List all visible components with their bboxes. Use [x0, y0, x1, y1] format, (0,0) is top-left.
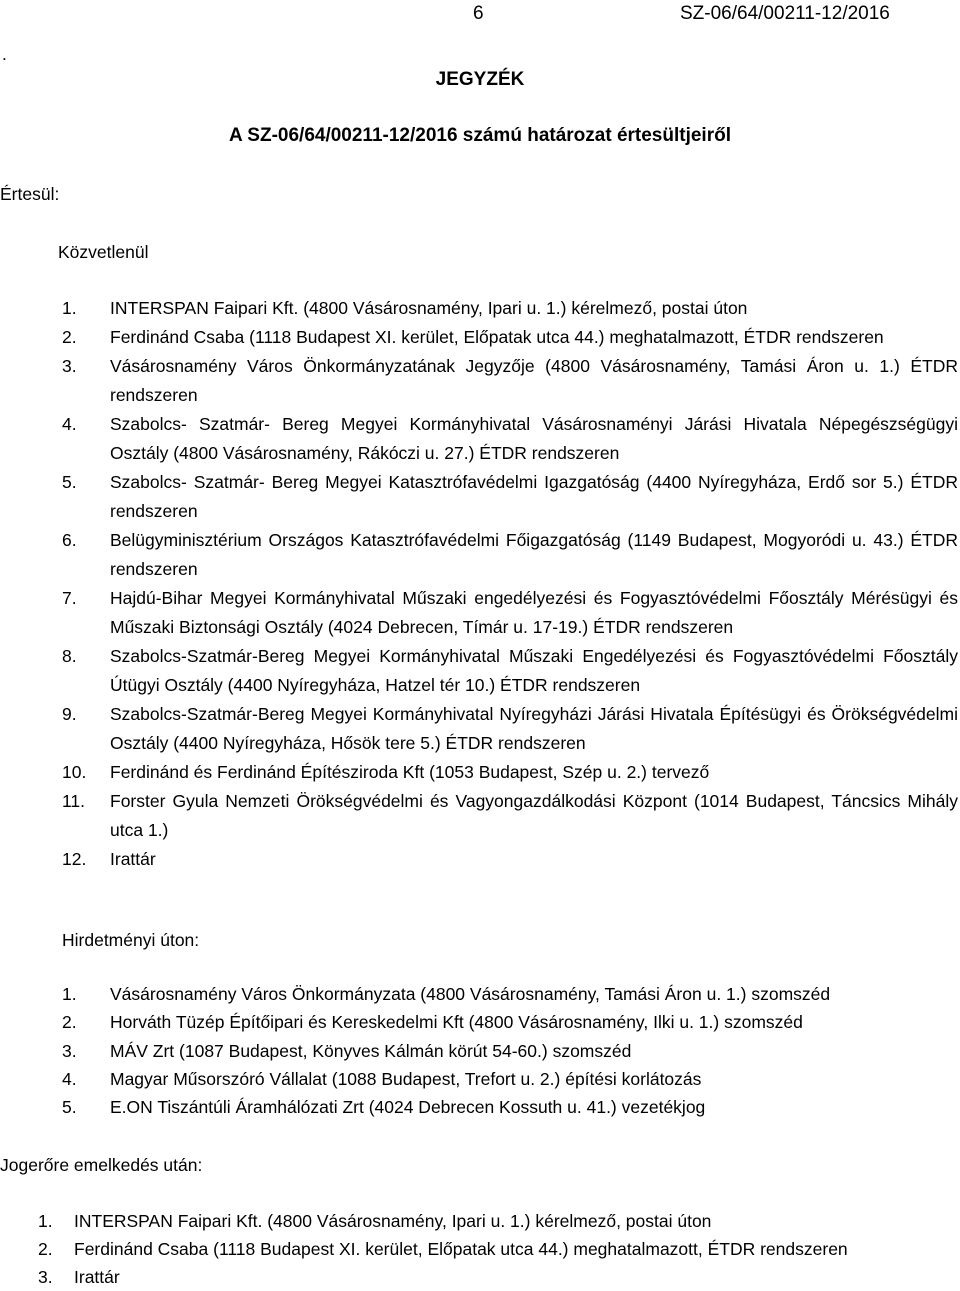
- item-number: 5.: [62, 472, 77, 492]
- list-item: [62, 758, 958, 787]
- item-number: 3.: [38, 1267, 53, 1287]
- item-number: 11.: [62, 791, 86, 811]
- recipients-label: Értesül:: [0, 184, 60, 204]
- item-number: 1.: [62, 298, 77, 318]
- item-number: 1.: [62, 984, 77, 1004]
- item-number: 4.: [62, 1068, 77, 1089]
- item-text: Hajdú-Bihar Megyei Kormányhivatal Műszaki engedélyezési és Fogyasztóvédelmi Főosztály Mérésügyi és Műszaki Biztonsági Osztály (4024 Debrecen, Tímár u. 17-19.) ÉTDR rendszeren: [110, 588, 958, 637]
- document-id: SZ-06/64/00211-12/2016: [680, 3, 890, 24]
- item-number: 10.: [62, 762, 87, 782]
- list-item: [62, 1037, 958, 1065]
- item-text: Szabolcs-Szatmár-Bereg Megyei Kormányhivatal Nyíregyházi Járási Hivatala Építésügyi és Örökségvédelmi Osztály (4400 Nyíregyháza, Hősök tere 5.) ÉTDR rendszeren: [110, 704, 958, 753]
- item-number: 9.: [62, 704, 77, 724]
- list-item: [62, 700, 958, 758]
- notice-section-label: Hirdetményi úton:: [62, 930, 200, 950]
- item-number: 6.: [62, 530, 77, 550]
- list-item: [62, 410, 958, 468]
- item-text: Magyar Műsorszóró Vállalat (1088 Budapest, Trefort u. 2.) építési korlátozás: [110, 1068, 702, 1089]
- item-text: Ferdinánd Csaba (1118 Budapest XI. kerület, Előpatak utca 44.) meghatalmazott, ÉTDR rendszeren: [110, 327, 884, 347]
- item-number: 3.: [62, 356, 77, 376]
- list-item: [62, 352, 958, 410]
- notice-recipient-list: [62, 980, 958, 1121]
- item-text: E.ON Tiszántúli Áramhálózati Zrt (4024 Debrecen Kossuth u. 41.) vezetékjog: [110, 1097, 706, 1118]
- item-number: 2.: [38, 1239, 53, 1259]
- item-text: Szabolcs- Szatmár- Bereg Megyei Kormányhivatal Vásárosnaményi Járási Hivatala Népegészségügyi Osztály (4800 Vásárosnamény, Rákóczi u. 27.) ÉTDR rendszeren: [110, 414, 958, 463]
- list-item: [62, 845, 958, 874]
- document-subtitle: A SZ-06/64/00211-12/2016 számú határozat értesültjeiről: [229, 125, 731, 146]
- list-item: [62, 642, 958, 700]
- item-text: Ferdinánd és Ferdinánd Építésziroda Kft (1053 Budapest, Szép u. 2.) tervező: [110, 762, 710, 782]
- direct-section-label: Közvetlenül: [58, 242, 149, 262]
- direct-recipient-list: [62, 294, 958, 874]
- list-item: [62, 584, 958, 642]
- item-text: MÁV Zrt (1087 Budapest, Könyves Kálmán körút 54-60.) szomszéd: [110, 1040, 632, 1061]
- list-item: [38, 1235, 958, 1263]
- list-item: [62, 1093, 958, 1121]
- item-text: Irattár: [74, 1267, 120, 1287]
- stray-mark: .: [2, 44, 7, 64]
- item-number: 4.: [62, 414, 77, 434]
- item-text: Ferdinánd Csaba (1118 Budapest XI. kerület, Előpatak utca 44.) meghatalmazott, ÉTDR rendszeren: [74, 1239, 848, 1259]
- list-item: [62, 1008, 958, 1036]
- item-number: 2.: [62, 327, 77, 347]
- item-text: INTERSPAN Faipari Kft. (4800 Vásárosnamény, Ipari u. 1.) kérelmező, postai úton: [74, 1211, 712, 1231]
- list-item: [62, 526, 958, 584]
- document-title: JEGYZÉK: [435, 69, 525, 90]
- final-recipient-list: [38, 1207, 958, 1291]
- item-number: 8.: [62, 646, 77, 666]
- item-text: Horváth Tüzép Építőipari és Kereskedelmi Kft (4800 Vásárosnamény, Ilki u. 1.) szomszéd: [110, 1012, 803, 1033]
- item-text: INTERSPAN Faipari Kft. (4800 Vásárosnamény, Ipari u. 1.) kérelmező, postai úton: [110, 298, 748, 318]
- list-item: [38, 1263, 958, 1291]
- item-number: 5.: [62, 1097, 77, 1118]
- list-item: [62, 294, 958, 323]
- list-item: [62, 1065, 958, 1093]
- list-item: [62, 787, 958, 845]
- list-item: [62, 323, 958, 352]
- final-section-label: Jogerőre emelkedés után:: [0, 1155, 203, 1175]
- item-number: 12.: [62, 849, 87, 869]
- item-number: 3.: [62, 1040, 77, 1061]
- list-item: [62, 980, 958, 1008]
- item-number: 7.: [62, 588, 77, 608]
- item-text: Irattár: [110, 849, 156, 869]
- page-number: 6: [473, 3, 484, 24]
- item-text: Vásárosnamény Város Önkormányzata (4800 Vásárosnamény, Tamási Áron u. 1.) szomszéd: [110, 984, 831, 1004]
- item-text: Szabolcs- Szatmár- Bereg Megyei Katasztrófavédelmi Igazgatóság (4400 Nyíregyháza, Erdő sor 5.) ÉTDR rendszeren: [110, 472, 958, 521]
- list-item: [38, 1207, 958, 1235]
- item-text: Vásárosnamény Város Önkormányzatának Jegyzője (4800 Vásárosnamény, Tamási Áron u. 1.) ÉTDR rendszeren: [110, 356, 958, 405]
- item-text: Szabolcs-Szatmár-Bereg Megyei Kormányhivatal Műszaki Engedélyezési és Fogyasztóvédelmi Főosztály Útügyi Osztály (4400 Nyíregyháza, Hatzel tér 10.) ÉTDR rendszeren: [110, 646, 958, 695]
- item-text: Forster Gyula Nemzeti Örökségvédelmi és Vagyongazdálkodási Központ (1014 Budapest, Táncsics Mihály utca 1.): [110, 791, 958, 840]
- item-text: Belügyminisztérium Országos Katasztrófavédelmi Főigazgatóság (1149 Budapest, Mogyoródi u. 43.) ÉTDR rendszeren: [110, 530, 958, 579]
- item-number: 2.: [62, 1012, 77, 1033]
- list-item: [62, 468, 958, 526]
- item-number: 1.: [38, 1211, 53, 1231]
